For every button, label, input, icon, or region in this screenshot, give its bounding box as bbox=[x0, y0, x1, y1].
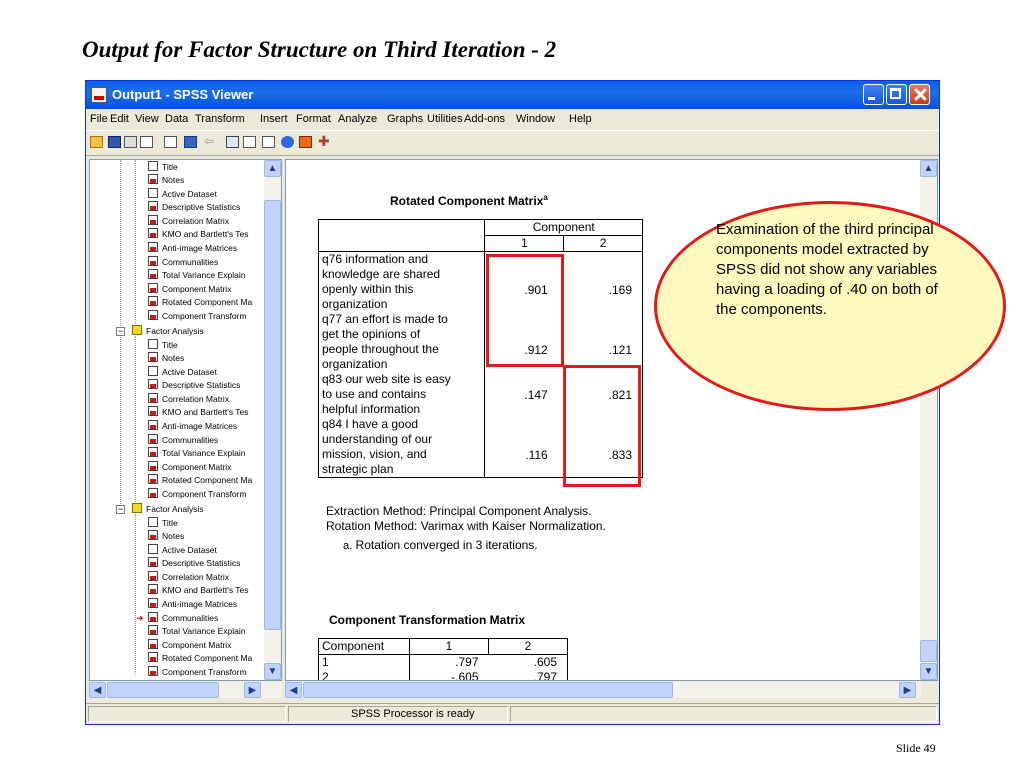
tree-item-component-transform[interactable]: Component Transform bbox=[148, 310, 247, 323]
status-cell bbox=[510, 706, 937, 722]
tree-item-descriptive-statistics[interactable]: Descriptive Statistics bbox=[148, 201, 240, 214]
table-icon bbox=[148, 639, 158, 649]
callout-text: Examination of the third principal components model extracted by SPSS did not show any variables having a loading of .40 on both of the components. bbox=[716, 221, 938, 318]
menu-transform[interactable]: Transform bbox=[195, 113, 245, 125]
scroll-right-icon[interactable]: ▶ bbox=[244, 682, 261, 698]
highlight-box-component2 bbox=[563, 365, 641, 487]
row-label: q83 our web site is easy to use and contains helpful information bbox=[319, 372, 485, 417]
close-button[interactable] bbox=[909, 84, 930, 105]
scroll-thumb[interactable] bbox=[920, 640, 937, 662]
table-icon bbox=[148, 393, 158, 403]
transformation-matrix-title: Component Transformation Matrix bbox=[329, 613, 526, 627]
content-horizontal-scrollbar[interactable] bbox=[285, 682, 921, 698]
document-icon bbox=[148, 188, 158, 198]
header-cell: 1 bbox=[410, 639, 489, 655]
table-corner bbox=[319, 220, 485, 252]
rotated-matrix-title: Rotated Component Matrix$^a$ bbox=[390, 193, 548, 208]
tree-item-total-variance[interactable]: Total Variance Explain bbox=[148, 269, 245, 282]
spss-app-icon bbox=[91, 87, 107, 103]
document-icon bbox=[148, 517, 158, 527]
open-icon[interactable] bbox=[90, 136, 103, 148]
loading-cell: .147 bbox=[524, 388, 548, 402]
value-cell: .797 bbox=[455, 655, 479, 669]
promote-icon[interactable]: ✚ bbox=[318, 133, 330, 149]
loading-cell: .901 bbox=[485, 252, 564, 313]
row-label: 2 bbox=[319, 670, 410, 681]
menu-analyze[interactable]: Analyze bbox=[338, 113, 378, 125]
scroll-left-icon[interactable]: ◀ bbox=[89, 682, 106, 698]
slide-title: Output for Factor Structure on Third Iteration - 2 bbox=[82, 37, 557, 62]
menu-window[interactable]: Window bbox=[516, 113, 556, 125]
tree-item-communalities[interactable]: Communalities bbox=[148, 612, 218, 625]
table-icon bbox=[148, 625, 158, 635]
scroll-right-icon[interactable]: ▶ bbox=[899, 682, 916, 698]
table-row bbox=[319, 252, 643, 313]
loading-cell: .169 bbox=[564, 252, 643, 313]
slide-number: Slide 49 bbox=[896, 741, 936, 755]
table-icon bbox=[148, 310, 158, 320]
loading-cell: .912 bbox=[524, 343, 548, 357]
table-row bbox=[319, 670, 568, 681]
show-all-icon[interactable] bbox=[226, 136, 239, 148]
menu-data[interactable]: Data bbox=[165, 113, 189, 125]
notes-icon bbox=[148, 530, 158, 540]
menu-format[interactable]: Format bbox=[296, 113, 331, 125]
tree-item-descriptive-statistics[interactable]: Descriptive Statistics bbox=[148, 379, 240, 392]
goto-data-icon[interactable] bbox=[184, 136, 197, 148]
tree-item-anti-image[interactable]: Anti-image Matrices bbox=[148, 598, 237, 611]
loading-cell: .121 bbox=[564, 312, 643, 372]
tree-item-communalities[interactable]: Communalities bbox=[148, 434, 218, 447]
window-title: Output1 - SPSS Viewer bbox=[112, 87, 254, 102]
table-icon bbox=[148, 420, 158, 430]
table-icon bbox=[148, 256, 158, 266]
component-header: Component bbox=[485, 220, 643, 236]
menu-edit[interactable]: Edit bbox=[110, 113, 129, 125]
menu-bar bbox=[86, 109, 939, 129]
tree-item-communalities[interactable]: Communalities bbox=[148, 256, 218, 269]
maximize-button[interactable] bbox=[886, 84, 907, 105]
header-cell: Component bbox=[319, 639, 410, 655]
tree-item-rotated-component[interactable]: Rotated Component Ma bbox=[148, 652, 252, 665]
save-icon[interactable] bbox=[108, 136, 121, 148]
table-row bbox=[319, 312, 643, 372]
tree-item-component-transform[interactable]: Component Transform bbox=[148, 666, 247, 679]
scroll-down-icon[interactable]: ▼ bbox=[920, 663, 937, 680]
tree-item-total-variance[interactable]: Total Variance Explain bbox=[148, 447, 245, 460]
tree-connector bbox=[135, 514, 136, 674]
component-col-header: 1 bbox=[485, 236, 564, 252]
tree-item-component-transform[interactable]: Component Transform bbox=[148, 488, 247, 501]
rotation-method-note: Rotation Method: Varimax with Kaiser Normalization. bbox=[326, 519, 606, 533]
tree-item-component-matrix[interactable]: Component Matrix bbox=[148, 639, 231, 652]
tree-item-title[interactable]: Title bbox=[148, 161, 178, 174]
tree-item-factor-analysis[interactable]: Factor Analysis bbox=[132, 325, 204, 338]
collapse-toggle[interactable]: − bbox=[117, 326, 124, 336]
outline-horizontal-scrollbar[interactable] bbox=[89, 682, 282, 698]
window-titlebar[interactable] bbox=[86, 81, 939, 109]
tree-item-kmo-bartlett[interactable]: KMO and Bartlett's Tes bbox=[148, 584, 249, 597]
menu-graphs[interactable]: Graphs bbox=[387, 113, 424, 125]
menu-help[interactable]: Help bbox=[569, 113, 592, 125]
table-icon bbox=[148, 406, 158, 416]
document-icon bbox=[148, 366, 158, 376]
table-icon bbox=[148, 652, 158, 662]
tree-item-total-variance[interactable]: Total Variance Explain bbox=[148, 625, 245, 638]
table-row bbox=[319, 655, 568, 671]
highlight-box-component1 bbox=[486, 254, 564, 367]
menu-addons[interactable]: Add-ons bbox=[464, 113, 505, 125]
table-icon bbox=[148, 557, 158, 567]
table-icon bbox=[148, 584, 158, 594]
insert-title-icon[interactable] bbox=[262, 136, 275, 148]
tree-item-notes[interactable]: Notes bbox=[148, 530, 184, 543]
tree-item-correlation-matrix[interactable]: Correlation Matrix bbox=[148, 215, 229, 228]
tree-item-factor-analysis[interactable]: Factor Analysis bbox=[132, 503, 204, 516]
table-icon bbox=[148, 434, 158, 444]
table-icon bbox=[148, 461, 158, 471]
undo-icon[interactable]: ⇦ bbox=[204, 134, 215, 148]
value-cell: .797 bbox=[489, 670, 568, 681]
notes-icon bbox=[148, 174, 158, 184]
tree-item-active-dataset[interactable]: Active Dataset bbox=[148, 544, 217, 557]
print-icon[interactable] bbox=[124, 136, 137, 148]
document-icon bbox=[148, 161, 158, 171]
loading-cell: .821 bbox=[564, 372, 643, 417]
select-last-output-icon[interactable] bbox=[299, 136, 312, 148]
tree-item-component-matrix[interactable]: Component Matrix bbox=[148, 461, 231, 474]
tree-item-active-dataset[interactable]: Active Dataset bbox=[148, 188, 217, 201]
table-icon bbox=[148, 612, 158, 622]
table-icon bbox=[148, 447, 158, 457]
tree-item-rotated-component[interactable]: Rotated Component Ma bbox=[148, 296, 252, 309]
table-icon bbox=[148, 201, 158, 211]
row-label: q84 I have a good understanding of our mission, vision, and strategic plan bbox=[319, 417, 485, 478]
menu-file[interactable]: File bbox=[90, 113, 108, 125]
tree-item-active-dataset[interactable]: Active Dataset bbox=[148, 366, 217, 379]
extraction-method-note: Extraction Method: Principal Component Analysis. bbox=[326, 504, 592, 518]
table-icon bbox=[148, 488, 158, 498]
loading-cell: .833 bbox=[564, 417, 643, 478]
table-icon bbox=[148, 242, 158, 252]
tree-item-anti-image[interactable]: Anti-image Matrices bbox=[148, 242, 237, 255]
scroll-thumb[interactable] bbox=[264, 200, 281, 630]
table-icon bbox=[148, 283, 158, 293]
document-icon bbox=[148, 544, 158, 554]
table-icon bbox=[148, 571, 158, 581]
row-label: q77 an effort is made to get the opinions of people throughout the organization bbox=[319, 312, 485, 372]
tree-item-rotated-component[interactable]: Rotated Component Ma bbox=[148, 474, 252, 487]
tree-item-kmo-bartlett[interactable]: KMO and Bartlett's Tes bbox=[148, 406, 249, 419]
row-label: 1 bbox=[319, 655, 410, 671]
processor-status: SPSS Processor is ready bbox=[288, 706, 508, 722]
status-cell bbox=[88, 706, 286, 722]
toolbar bbox=[86, 130, 939, 156]
status-bar bbox=[86, 703, 939, 725]
tree-item-kmo-bartlett[interactable]: KMO and Bartlett's Tes bbox=[148, 228, 249, 241]
tree-item-title[interactable]: Title bbox=[148, 517, 178, 530]
tree-item-notes[interactable]: Notes bbox=[148, 352, 184, 365]
export-icon[interactable] bbox=[164, 136, 177, 148]
current-item-arrow-icon: ➜ bbox=[136, 613, 144, 623]
print-preview-icon[interactable] bbox=[140, 136, 153, 148]
table-icon bbox=[148, 379, 158, 389]
scroll-up-icon[interactable]: ▲ bbox=[264, 160, 281, 177]
scroll-down-icon[interactable]: ▼ bbox=[264, 663, 281, 680]
scroll-thumb[interactable] bbox=[303, 682, 673, 698]
collapse-toggle[interactable]: − bbox=[117, 504, 124, 514]
tree-item-component-matrix[interactable]: Component Matrix bbox=[148, 283, 231, 296]
value-cell: .605 bbox=[489, 655, 568, 671]
table-icon bbox=[148, 269, 158, 279]
outline-pane[interactable] bbox=[89, 159, 282, 681]
outline-vertical-scrollbar[interactable] bbox=[264, 160, 281, 680]
tree-item-anti-image[interactable]: Anti-image Matrices bbox=[148, 420, 237, 433]
book-icon bbox=[132, 325, 142, 335]
tree-item-descriptive-statistics[interactable]: Descriptive Statistics bbox=[148, 557, 240, 570]
transformation-matrix-table[interactable] bbox=[318, 638, 568, 681]
book-icon bbox=[132, 503, 142, 513]
table-icon bbox=[148, 296, 158, 306]
scroll-up-icon[interactable]: ▲ bbox=[920, 160, 937, 177]
tree-connector bbox=[135, 336, 136, 506]
tree-item-correlation-matrix[interactable]: Correlation Matrix bbox=[148, 571, 229, 584]
notes-icon bbox=[148, 352, 158, 362]
value-cell: -.605 bbox=[451, 670, 479, 681]
row-label: q76 information and knowledge are shared openly within this organization bbox=[319, 252, 485, 313]
tree-item-notes[interactable]: Notes bbox=[148, 174, 184, 187]
tree-connector bbox=[135, 160, 136, 328]
table-header-row bbox=[319, 639, 568, 655]
footnote-a: a. Rotation converged in 3 iterations. bbox=[343, 538, 538, 552]
document-icon bbox=[148, 339, 158, 349]
menu-insert[interactable]: Insert bbox=[260, 113, 288, 125]
menu-view[interactable]: View bbox=[135, 113, 159, 125]
table-icon bbox=[148, 228, 158, 238]
table-icon bbox=[148, 215, 158, 225]
scroll-thumb[interactable] bbox=[107, 682, 219, 698]
designate-window-icon[interactable] bbox=[281, 136, 294, 148]
scroll-left-icon[interactable]: ◀ bbox=[285, 682, 302, 698]
insert-heading-icon[interactable] bbox=[243, 136, 256, 148]
menu-utilities[interactable]: Utilities bbox=[427, 113, 463, 125]
tree-item-correlation-matrix[interactable]: Correlation Matrix bbox=[148, 393, 229, 406]
component-col-header: 2 bbox=[564, 236, 643, 252]
minimize-button[interactable] bbox=[863, 84, 884, 105]
table-icon bbox=[148, 474, 158, 484]
tree-item-title[interactable]: Title bbox=[148, 339, 178, 352]
table-icon bbox=[148, 666, 158, 676]
header-cell: 2 bbox=[489, 639, 568, 655]
loading-cell: .116 bbox=[485, 417, 564, 478]
table-icon bbox=[148, 598, 158, 608]
